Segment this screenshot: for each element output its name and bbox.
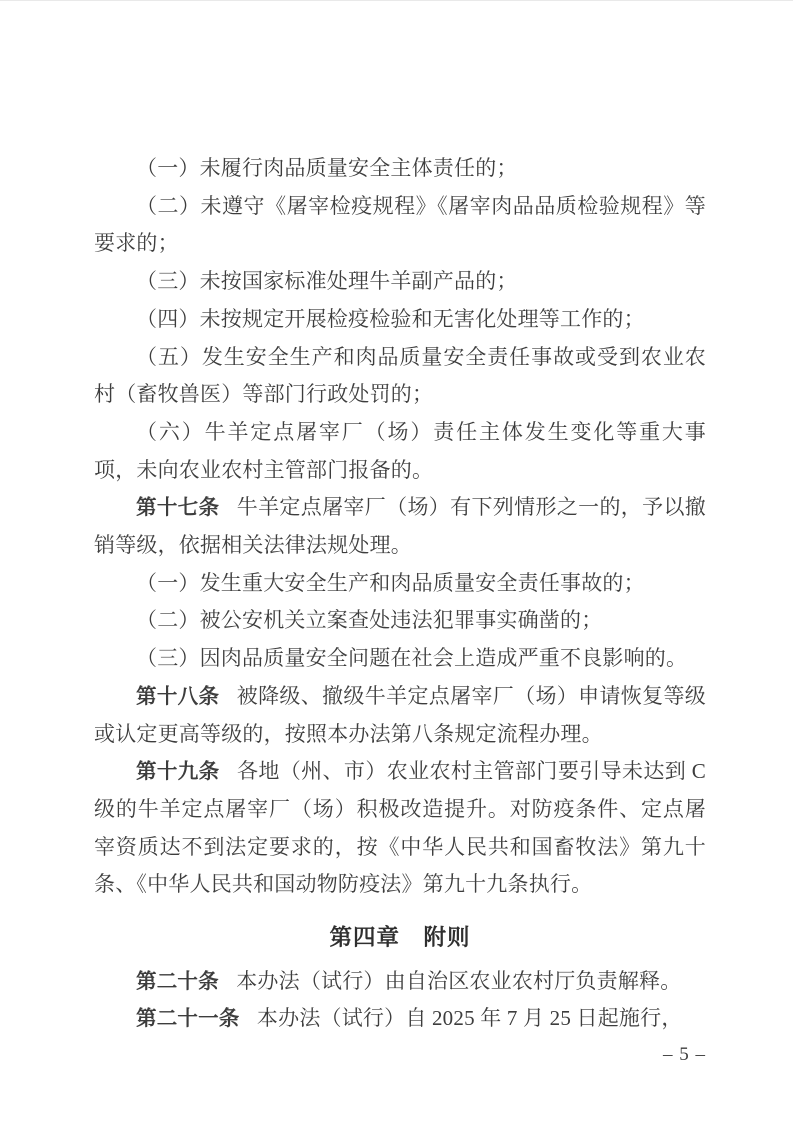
article-paragraph — [94, 963, 706, 1001]
list-item-paragraph — [94, 339, 706, 414]
paragraph-text: （一）未履行肉品质量安全主体责任的； — [136, 156, 518, 180]
paragraph-text: （二）被公安机关立案查处违法犯罪事实确凿的； — [136, 608, 603, 633]
list-item-paragraph — [94, 301, 706, 339]
article-paragraph — [94, 1000, 706, 1038]
paragraph-text: 本办法（试行）由自治区农业农村厅负责解释。 — [236, 968, 682, 993]
paragraph-text: （三）未按国家标准处理牛羊副产品的； — [136, 269, 518, 294]
list-item-paragraph — [94, 602, 706, 640]
paragraph-text: 各地（州、市）农业农村主管部门要引导未达到 C 级的牛羊定点屠宰厂（场）积极改造提升。对防疫条件、定点屠宰资质达不到法定要求的，按《中华人民共和国畜牧法》第九十条、《中华人民共和国动物防疫法》第九十九条执行。 — [94, 759, 706, 897]
list-item-paragraph — [94, 263, 706, 301]
article-number: 第二十一条 — [136, 1007, 240, 1031]
article-paragraph — [94, 753, 706, 904]
paragraph-text: 本办法（试行）自 2025 年 7 月 25 日起施行， — [256, 1006, 683, 1031]
paragraph-text: （一）发生重大安全生产和肉品质量安全责任事故的； — [136, 570, 645, 595]
list-item-paragraph — [94, 565, 706, 603]
article-number: 第十九条 — [136, 760, 220, 784]
paragraph-text: （三）因肉品质量安全问题在社会上造成严重不良影响的。 — [136, 646, 688, 671]
paragraph-text: 牛羊定点屠宰厂（场）有下列情形之一的，予以撤销等级，依据相关法律法规处理。 — [94, 495, 706, 558]
paragraph-text: 被降级、撤级牛羊定点屠宰厂（场）申请恢复等级或认定更高等级的，按照本办法第八条规定流程办理。 — [94, 683, 706, 746]
paragraph-text: （六）牛羊定点屠宰厂（场）责任主体发生变化等重大事项，未向农业农村主管部门报备的。 — [94, 419, 706, 482]
article-number: 第十八条 — [136, 684, 220, 708]
article-number: 第二十条 — [136, 969, 219, 993]
paragraph-text: （四）未按规定开展检疫检验和无害化处理等工作的； — [136, 306, 645, 331]
page-number: – 5 – — [663, 1044, 706, 1065]
list-item-paragraph — [94, 640, 706, 678]
document-body — [94, 150, 706, 1038]
list-item-paragraph — [94, 188, 706, 263]
article-paragraph — [94, 489, 706, 564]
paragraph-text: （五）发生安全生产和肉品质量安全责任事故或受到农业农村（畜牧兽医）等部门行政处罚的； — [94, 344, 706, 407]
chapter-heading: 第四章 附则 — [329, 925, 471, 951]
list-item-paragraph — [94, 150, 706, 188]
article-number: 第十七条 — [136, 496, 220, 520]
list-item-paragraph — [94, 414, 706, 489]
paragraph-text: （二）未遵守《屠宰检疫规程》《屠宰肉品品质检验规程》等要求的； — [94, 193, 706, 256]
article-paragraph — [94, 678, 706, 753]
